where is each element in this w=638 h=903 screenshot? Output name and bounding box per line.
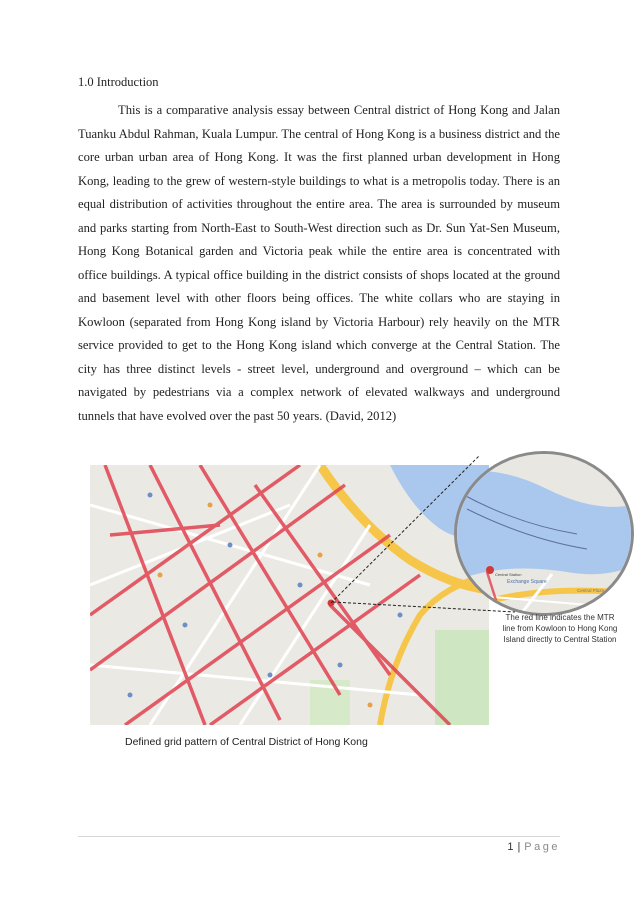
central-district-map — [90, 465, 489, 725]
inset-label-plaza: Central Plaza — [577, 588, 605, 593]
map-callout-note: The red line indicates the MTR line from Kowloon to Hong Kong Island directly to Central Station — [502, 613, 618, 645]
figure-caption: Defined grid pattern of Central District of Hong Kong — [125, 736, 368, 748]
footer-divider — [78, 836, 560, 837]
zoom-inset — [454, 451, 634, 616]
page-number: 1 — [507, 841, 514, 853]
page-label: Page — [524, 841, 560, 853]
page-footer — [507, 841, 560, 853]
page-separator: | — [517, 841, 521, 853]
inset-label-exchange: Exchange Square — [507, 579, 547, 585]
inset-label-station: Central Station — [495, 572, 522, 577]
section-heading: 1.0 Introduction — [78, 75, 159, 89]
intro-paragraph: This is a comparative analysis essay between Central district of Hong Kong and Jalan Tuanku Abdul Rahman, Kuala Lumpur. The central of Hong Kong is a business district and the core urban urban area of Hong Kong. It was the first planned urban development in Hong Kong, leading to the grew of western-style buildings to what is a metropolis today. There is an equal distribution of activities throughout the entire area. The area is surrounded by museum and parks starting from North-East to South-West direction such as Dr. Sun Yat-Sen Museum, Hong Kong Botanical garden and Victoria peak while the entire area is concentrated with office buildings. A typical office building in the district consists of shops located at the ground and basement level with other floors being offices. The white collars who are staying in Kowloon (separated from Hong Kong island by Victoria Harbour) rely heavily on the MTR service provided to get to the Hong Kong island which converge at the Central Station. The city has three distinct levels - street level, underground and overground – which can be navigated by pedestrians via a complex network of elevated walkways and underground tunnels that have evolved over the past 50 years. (David, 2012) — [78, 103, 560, 423]
